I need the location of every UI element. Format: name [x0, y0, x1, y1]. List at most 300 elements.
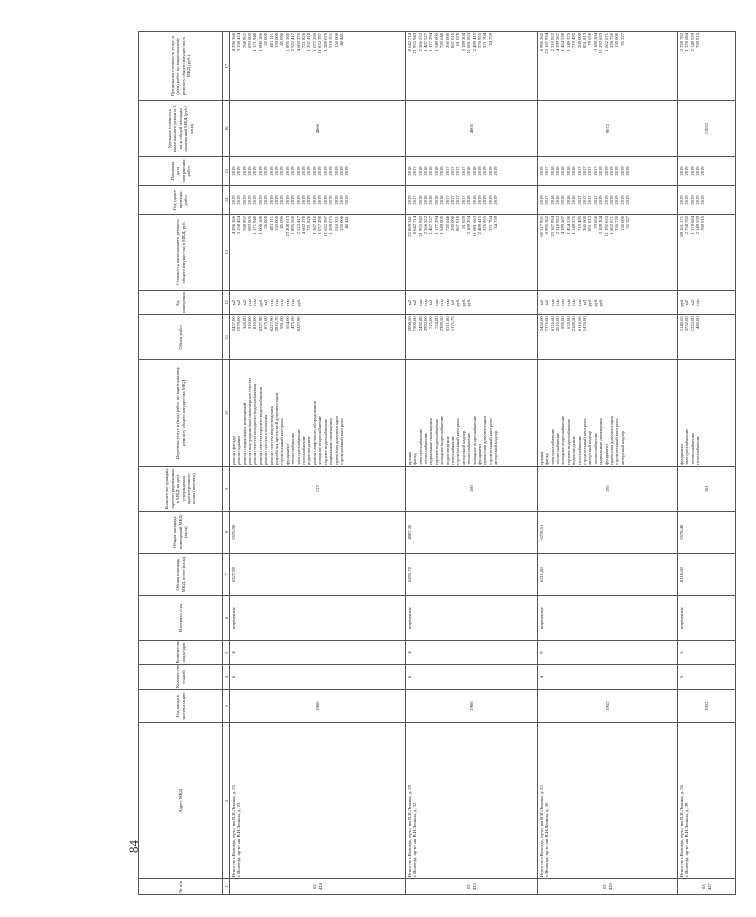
work-list-item: ремонт фасада [230, 436, 236, 465]
limit-list-item: 1 171 940 [252, 33, 258, 52]
deadline-list-item: 2017 [576, 166, 582, 176]
volume-list-item: 2492,80 [417, 316, 423, 332]
floors-count-cell: 5 [678, 665, 736, 690]
deadline-list-item: 2019 [338, 166, 344, 176]
work-list-item: электроснабжение [295, 428, 301, 465]
year-built-cell: 1960 [406, 689, 538, 722]
limit-list-item: 6 995 362 [538, 33, 544, 52]
work-list-item: строительный контроль [338, 418, 344, 465]
cost-list-item: 2 758 782 [684, 215, 690, 235]
limit-list-item: 769 915 [695, 33, 700, 48]
house-address-item: г. Вологда, пр-кт им В.И.Ленина, д. 32 [412, 802, 418, 878]
column-number: 6 [223, 596, 230, 641]
deadline-list-item: 2019 [301, 166, 307, 176]
cost-list-item: 60 317 931 [538, 215, 544, 237]
limit-list-item: 719 495 [571, 33, 577, 48]
deadline-list-cell [538, 157, 678, 186]
work-list-item: горячее водоснабжение [565, 418, 571, 465]
cost-list-item: 1 549 000 [439, 215, 445, 235]
deadline-list-item: 2019 [538, 166, 544, 176]
deadline-list-item: 2019 [678, 166, 684, 176]
column-number: 4 [223, 665, 230, 690]
limit-list-item: 79 650 [587, 33, 593, 46]
unit-list-item: п.м [560, 299, 566, 306]
deadline-list-item: 2019 [247, 166, 252, 176]
deadline-list-item: 2019 [619, 166, 625, 176]
cost-list-item: 2 149 539 [695, 215, 700, 235]
deadline-list-item: 2019 [279, 166, 285, 176]
cost-list-item: 130 000 [274, 215, 280, 231]
volume-list-item: 2992,00 [423, 316, 428, 332]
deadline-list-item: 2018 [560, 166, 566, 176]
house-address-item: г. Вологда, пр-кт им В.И.Ленина, д. 39 [684, 802, 690, 878]
work-list-item: проектная документация [609, 416, 615, 465]
unit-list-item: п.м [565, 299, 571, 306]
unit-list-item: м2 [230, 299, 236, 306]
year-list-item: 2019 [322, 195, 328, 205]
header-cell: Материал стен [139, 596, 223, 641]
cost-list-item: 1 267 410 [311, 215, 317, 235]
rotated-table-sheet [116, 12, 756, 917]
wall-material-cell: кирпичные [678, 596, 736, 641]
limit-list-item: 1 289 075 [322, 33, 328, 52]
column-number: 12 [223, 290, 230, 315]
year-list-item: 2019 [406, 195, 412, 205]
limit-list-item: 1 549 000 [433, 33, 439, 52]
year-list-item: 2019 [625, 195, 631, 205]
capital-repair-table [138, 31, 736, 895]
year-list-item: 2018 [428, 195, 434, 205]
volume-list-item: 2098,56 [406, 316, 412, 332]
entrances-count-cell: 9 [538, 640, 678, 665]
column-number: 5 [223, 640, 230, 665]
work-list-item: проектная документация [482, 416, 488, 465]
work-list-item: фасад [544, 453, 550, 465]
limit-list-item: 4 296 366 [230, 33, 236, 52]
year-list-item: 2017 [412, 195, 418, 205]
header-cell: Предельная стоимость услуг и (или) работ по капитальному ремонту общего имущества в МКД (руб.) [139, 32, 223, 101]
year-built-cell: 1960 [230, 689, 406, 722]
work-list-item: электроснабжение [549, 428, 555, 465]
year-list-item: 2019 [700, 195, 706, 205]
year-list-item: 2017 [455, 195, 461, 205]
unit-list-cell [538, 290, 678, 315]
house-address-item: Итого по г.Вологда, пр-кт им В.И.Ленина, д. 32 [538, 785, 544, 878]
cost-list-item: 48 441 [344, 215, 350, 229]
deadline-list-item: 2019 [274, 166, 280, 176]
floors-count-cell: 6 [230, 665, 406, 690]
deadline-list-item: 2018 [428, 166, 434, 176]
volume-list-item: 6211,80 [444, 316, 450, 332]
cost-list-item: 150 000 [338, 215, 344, 231]
volume-list-item: 7200,00 [412, 316, 418, 332]
limit-list-cell [406, 32, 538, 101]
work-list-cell [230, 359, 406, 466]
work-list-item: теплоснабжение [466, 432, 472, 465]
work-list-item: ремонт систем горячего водоснабжения [257, 387, 263, 465]
year-list-item: 2018 [417, 195, 423, 205]
year-list-item: 2017 [450, 195, 456, 205]
limit-list-item: 2 149 539 [689, 33, 695, 52]
deadline-list-item: 2019 [482, 166, 488, 176]
volume-list-item: 6227,90 [257, 316, 263, 332]
column-number: 10 [223, 359, 230, 466]
volume-list-item: 2457,00 [230, 316, 236, 332]
cost-list-cell [678, 214, 736, 290]
unit-list-cell [230, 290, 406, 315]
unit-list-item: п.м [576, 299, 582, 306]
cost-list-item: 1 008 186 [257, 215, 263, 235]
unit-list-item: п.м [247, 299, 252, 306]
deadline-list-item: 2018 [417, 166, 423, 176]
year-list-item: 2018 [466, 195, 472, 205]
entrances-count-cell: 5 [678, 640, 736, 665]
deadline-list-item: 2017 [460, 166, 466, 176]
deadline-list-item: 2019 [284, 166, 290, 176]
header-cell: Плановая дата завершения работ [139, 157, 223, 186]
cost-list-item: 376 955 [482, 215, 488, 231]
deadline-list-item: 2019 [306, 166, 312, 176]
unit-list-item: м2 [689, 299, 695, 306]
deadline-list-item: 2018 [406, 166, 412, 176]
cost-list-item: 130 000 [619, 215, 625, 231]
limit-list-item: 336 720 [609, 33, 615, 48]
entrances-count-cell: 4 [406, 640, 538, 665]
unit-list-item: руб. [587, 298, 593, 307]
cost-list-item: 768 957 [241, 215, 247, 231]
cost-list-item: 21 955 943 [417, 215, 423, 237]
column-number: 2 [223, 723, 230, 879]
cost-list-item: 518 351 [333, 215, 339, 231]
year-list-item: 2019 [477, 195, 483, 205]
limit-list-item: 2 310 922 [549, 33, 555, 52]
work-list-item: ремонт систем водоотведения [268, 406, 274, 465]
column-number: 13 [223, 214, 230, 290]
premises-area-cell: 4987,30 [406, 511, 538, 553]
limit-list-item: 11 681 663 [466, 33, 472, 54]
cost-list-item: 371 704 [487, 215, 493, 231]
cost-list-item: 35 527 [625, 215, 631, 229]
year-list-cell [538, 185, 678, 214]
deadline-list-item: 2019 [609, 166, 615, 176]
unit-list-item: п.м [290, 299, 296, 306]
limit-list-item: 23 187 934 [544, 33, 550, 54]
unit-list-item: п.м [555, 299, 560, 306]
cost-list-item: 81 029 [460, 215, 466, 229]
column-number: 14 [223, 185, 230, 214]
work-list-cell [406, 359, 538, 466]
year-list-item: 2018 [549, 195, 555, 205]
year-list-item: 2017 [544, 195, 550, 205]
residents-count-cell: 113 [230, 466, 406, 511]
unit-cost-cell: 4866 [230, 101, 406, 157]
year-list-item: 2019 [311, 195, 317, 205]
deadline-list-item: 2019 [317, 166, 323, 176]
residents-count-cell: 181 [678, 466, 736, 511]
unit-list-cell [678, 290, 736, 315]
cost-list-item: 34 759 [493, 215, 499, 229]
cost-list-item: 336 720 [614, 215, 620, 231]
limit-list-item: 721 826 [301, 33, 307, 48]
cost-list-cell [406, 214, 538, 290]
work-list-item: горячее водоснабжение [322, 418, 328, 465]
year-list-item: 2018 [439, 195, 445, 205]
volume-list-cell [230, 315, 406, 360]
volume-list-item: 6227,90 [268, 316, 274, 332]
cost-list-item: 6 995 362 [544, 215, 550, 235]
deadline-list-item: 2018 [549, 166, 555, 176]
limit-list-item: 1 177 294 [428, 33, 434, 52]
limit-list-item: 21 955 943 [412, 33, 418, 54]
unit-list-item: руб. [257, 298, 263, 307]
limit-list-item: 130 000 [274, 33, 280, 48]
unit-list-item: п.м [252, 299, 258, 306]
work-list-item: газоснабжение [450, 435, 456, 465]
column-number: 16 [223, 101, 230, 157]
year-list-item: 2019 [241, 195, 247, 205]
work-list-item: фасад [412, 453, 418, 465]
floors-count-cell: 6 [406, 665, 538, 690]
year-list-item: 2019 [344, 195, 350, 205]
deadline-list-item: 2019 [695, 166, 700, 176]
column-number: 8 [223, 511, 230, 553]
unit-list-item: руб. [598, 298, 604, 307]
work-list-item: холодное водоснабжение [560, 415, 566, 465]
work-list-item: ремонт систем отопления [263, 414, 269, 465]
volume-list-item: 2832,70 [274, 316, 280, 332]
work-list-item: проектная документация [333, 416, 339, 465]
deadline-list-item: 2018 [439, 166, 445, 176]
cost-list-item: 1 662 671 [609, 215, 615, 235]
deadline-list-item: 2019 [493, 166, 499, 176]
house-address-item: г. Вологда, пр-кт им В.И.Ленина, д. 36 [544, 802, 550, 878]
unit-list-item: п.м [695, 299, 700, 306]
work-list-item: строительный контроль [455, 418, 461, 465]
year-list-item: 2017 [576, 195, 582, 205]
year-list-item: 2017 [592, 195, 598, 205]
cost-list-item: 79 650 [592, 215, 598, 229]
unit-list-item: п.м [284, 299, 290, 306]
house-address-cell [678, 723, 736, 879]
column-number: 3 [223, 689, 230, 722]
deadline-list-item: 2019 [625, 166, 631, 176]
deadline-list-item: 2019 [236, 166, 242, 176]
work-list-item: ремонт подвальных помещений [241, 402, 247, 465]
cost-list-item: 4 399 587 [560, 215, 566, 235]
work-list-item: теплоснабжение [290, 432, 296, 465]
limit-list-item: 1 077 280 [311, 33, 317, 52]
year-list-item: 2017 [460, 195, 466, 205]
volume-list-item: 6116,60 [549, 316, 555, 332]
cost-list-item: 2 522 417 [295, 215, 301, 235]
unit-list-item: п.м [571, 299, 577, 306]
house-row [406, 32, 538, 895]
limit-list-item: 518 351 [328, 33, 334, 48]
cost-list-item: 26 000 [263, 215, 269, 229]
year-list-cell [678, 185, 736, 214]
deadline-list-item: 2019 [477, 166, 483, 176]
year-list-item: 2019 [284, 195, 290, 205]
volume-list-item: 1175,75 [450, 316, 456, 332]
house-address-cell [406, 723, 538, 879]
cost-list-item: 719 495 [576, 215, 582, 231]
volume-list-item: 475,00 [290, 316, 296, 329]
limit-list-cell [678, 32, 736, 101]
cost-list-item: 693 605 [247, 215, 252, 231]
cost-list-item: 25 869 341 [406, 215, 412, 237]
work-list-item: теплоснабжение [689, 432, 695, 465]
house-row [538, 32, 678, 895]
work-list-item: фундамент [477, 443, 483, 465]
unit-list-item: руб. [592, 298, 598, 307]
column-number: 15 [223, 157, 230, 186]
cost-list-item: 1 077 280 [317, 215, 323, 235]
year-list-item: 2019 [247, 195, 252, 205]
deadline-list-item: 2019 [322, 166, 328, 176]
limit-list-item: 1 454 530 [560, 33, 566, 52]
unit-list-item: п.м [417, 299, 423, 306]
column-number: 11 [223, 315, 230, 360]
page-number: 84 [126, 840, 141, 853]
year-list-item: 2019 [695, 195, 700, 205]
volume-list-item: 810,00 [252, 316, 258, 329]
header-cell: Количество этажей [139, 665, 223, 690]
limit-list-item: 260 000 [576, 33, 582, 48]
cost-list-item: 8 642 714 [412, 215, 418, 235]
unit-list-item: п.м [423, 299, 428, 306]
cost-list-item: 851 813 [587, 215, 593, 231]
header-cell: Ед. измерения [139, 290, 223, 315]
deadline-list-item: 2019 [328, 166, 334, 176]
volume-list-item: 3752,00 [684, 316, 690, 332]
cost-list-item: 1 171 940 [252, 215, 258, 235]
limit-list-item: 2 366 552 [417, 33, 423, 52]
work-list-item: авторский надзор [493, 430, 499, 465]
work-list-item: авторский надзор [460, 430, 466, 465]
work-list-item: теплоснабжение [555, 432, 560, 465]
limit-list-item: 11 652 397 [317, 33, 323, 54]
cost-list-item: 260 000 [582, 215, 588, 231]
limit-list-item: 768 957 [241, 33, 247, 48]
volume-list-item: 2389,50 [439, 316, 445, 332]
year-list-item: 2019 [301, 195, 307, 205]
limit-list-item: 371 704 [482, 33, 488, 48]
unit-list-item: п.м [444, 299, 450, 306]
volume-list-cell [538, 315, 678, 360]
limit-list-item: 851 813 [582, 33, 588, 48]
cost-list-item: 45 096 [279, 215, 285, 229]
house-number-cell: 63 425 [406, 879, 538, 895]
cost-list-item: 2 489 415 [477, 215, 483, 235]
deadline-list-item: 2018 [565, 166, 571, 176]
work-list-item: ремонт внутридомовых инженерных систем [247, 378, 252, 465]
limit-list-item: 401 111 [268, 33, 274, 48]
deadline-list-item: 2019 [487, 166, 493, 176]
deadline-list-item: 2018 [571, 166, 577, 176]
cost-list-item: 260 000 [450, 215, 456, 231]
unit-list-item: п.м [433, 299, 439, 306]
deadline-list-item: 2019 [241, 166, 247, 176]
limit-list-item: 26 000 [263, 33, 269, 46]
year-list-item: 2019 [317, 195, 323, 205]
volume-list-item: 635,00 [565, 316, 571, 329]
header-cell: Стоимость капитального ремонта общего имущества в МКД, руб. [139, 214, 223, 290]
limit-list-item: 1 008 186 [257, 33, 263, 52]
wall-material-cell: кирпичные [538, 596, 678, 641]
unit-list-item: м2 [538, 299, 544, 306]
limit-list-item: 1 662 671 [603, 33, 609, 52]
year-list-item: 2019 [603, 195, 609, 205]
header-cell: Общая площадь МКД, всего (кв.м) [139, 553, 223, 595]
deadline-list-item: 2018 [466, 166, 472, 176]
header-cell: Удельная стоимость капитального ремонта 1 кв.м общей площади помещений МКД (руб./кв.м) [139, 101, 223, 157]
deadline-list-item: 2018 [423, 166, 428, 176]
house-number-cell: 63 427 [678, 879, 736, 895]
deadline-list-item: 2019 [603, 166, 609, 176]
year-list-item: 2019 [493, 195, 499, 205]
total-area-cell: 6211,80 [538, 553, 678, 595]
cost-list-item: 23 208 613 [284, 215, 290, 237]
year-list-item: 2019 [678, 195, 684, 205]
cost-list-item: 11 652 397 [322, 215, 328, 237]
limit-list-item: 693 605 [247, 33, 252, 48]
unit-list-item: руб. [295, 298, 301, 307]
unit-list-item: м2 [236, 299, 242, 306]
volume-list-item: 2610,00 [555, 316, 560, 332]
unit-list-item: п.м [279, 299, 285, 306]
year-list-item: 2019 [328, 195, 334, 205]
cost-list-cell [230, 214, 406, 290]
limit-list-cell [230, 32, 406, 101]
work-list-item: водоотведение [306, 436, 312, 465]
year-list-item: 2019 [295, 195, 301, 205]
year-list-item: 2019 [230, 195, 236, 205]
work-list-item: холодное водоснабжение [439, 415, 445, 465]
cost-list-item: 1 487 527 [428, 215, 434, 235]
cost-list-item: 4 682 270 [301, 215, 307, 235]
year-list-item: 2018 [471, 195, 477, 205]
limit-list-item: 2 522 417 [290, 33, 296, 52]
year-list-item: 2019 [279, 195, 285, 205]
year-list-item: 2017 [587, 195, 593, 205]
work-list-item: теплоснабжение [592, 432, 598, 465]
cost-list-item: 1 289 075 [328, 215, 334, 235]
volume-list-item: 554,00 [284, 316, 290, 329]
header-cell: Объем работ [139, 315, 223, 360]
unit-list-item: п.м [274, 299, 280, 306]
unit-list-item: руб. [678, 298, 684, 307]
year-list-item: 2019 [290, 195, 296, 205]
unit-list-item: руб. [460, 298, 466, 307]
year-list-item: 2019 [268, 195, 274, 205]
deadline-list-item: 2019 [700, 166, 706, 176]
cost-list-item: 1 149 375 [571, 215, 577, 235]
unit-cost-cell: 4805 [406, 101, 538, 157]
unit-list-item: руб. [466, 298, 472, 307]
work-list-item: крыша [406, 451, 412, 465]
cost-list-item: 3 158 424 [236, 215, 242, 235]
limit-list-cell [538, 32, 678, 101]
volume-list-item: 591,00 [279, 316, 285, 329]
year-list-item: 2017 [444, 195, 450, 205]
unit-list-item: м3 [582, 299, 588, 306]
header-cell: Количество подъездов [139, 640, 223, 665]
work-list-item: разработка проектной документации [274, 392, 280, 465]
year-list-item: 2019 [609, 195, 615, 205]
house-address-item: Итого по г.Вологда, пр-кт им В.И.Ленина, д. 29 [406, 785, 412, 878]
limit-list-item: 48 441 [338, 33, 344, 46]
limit-list-item: 3 189 204 [460, 33, 466, 52]
